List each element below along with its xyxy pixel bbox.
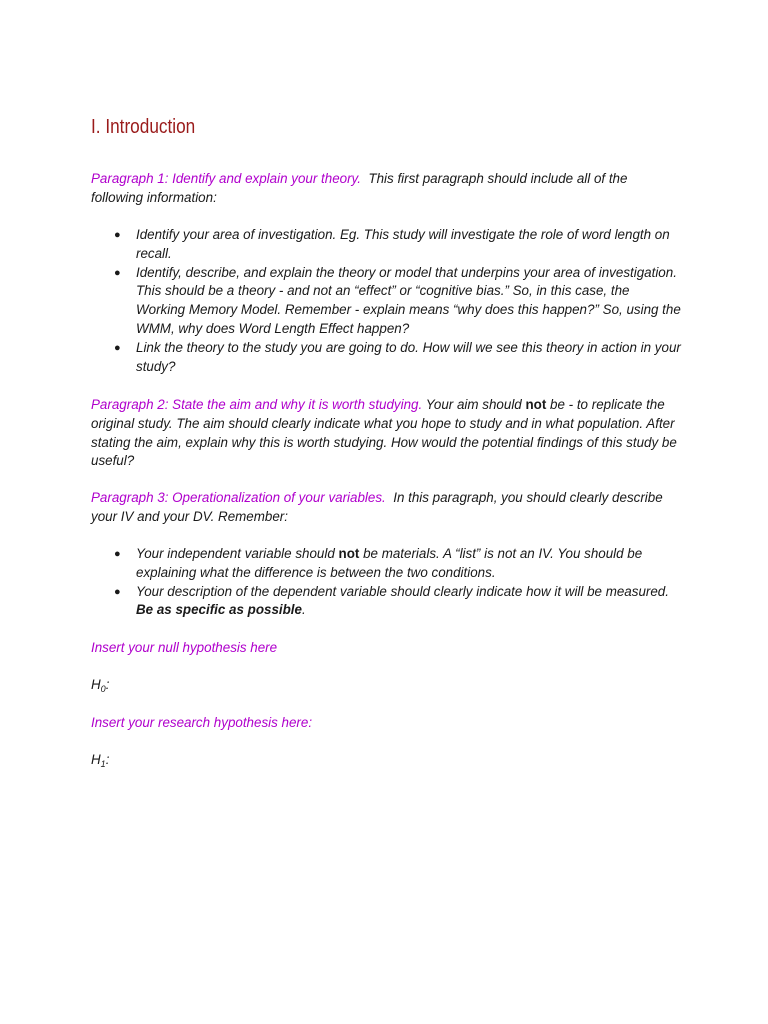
paragraph-1-prompt: Paragraph 1: Identify and explain your theory.: [91, 171, 361, 186]
list-item: ● Link the theory to the study you are going to do. How will we see this theory in action in your study?: [114, 339, 681, 374]
list-item: ● Your description of the dependent variable should clearly indicate how it will be measured. Be as specific as possible.: [114, 583, 669, 618]
list-item: ● Your independent variable should not be materials. A “list” is not an IV. You should be explaining what the difference is between the two conditions.: [114, 546, 643, 580]
paragraph-1: [91, 170, 681, 208]
paragraph-2: Paragraph 2: State the aim and why it is worth studying. Your aim should not be - to replicate the original study. The aim should clearly indicate what you hope to study and in what population. After stating the aim, explain why this is worth studying. How would the potential findings of this study be useful?: [91, 397, 677, 469]
bullet-icon: ●: [114, 548, 121, 560]
bullet-icon: ●: [114, 266, 121, 279]
paragraph-3: [91, 489, 681, 527]
variables-bullet-list: [114, 545, 681, 620]
list-item: ● Identify, describe, and explain the theory or model that underpins your area of investigation. This should be a theory - and not an “effect” or “cognitive bias.” So, in this case, the Working Memory Model. Remember - explain means “why does this happen?” So, using the WMM, why does Word Length Effect happen?: [114, 264, 681, 336]
bullet-icon: ●: [114, 585, 121, 598]
null-hypothesis-label: $H_0$:: [91, 677, 110, 694]
research-hypothesis-prompt: Insert your research hypothesis here:: [91, 715, 313, 730]
theory-bullet-list: [114, 226, 681, 376]
emphasis-specific: Be as specific as possible: [136, 602, 302, 618]
paragraph-2-prompt: Paragraph 2: State the aim and why it is worth studying.: [91, 397, 423, 412]
paragraph-3-prompt: Paragraph 3: Operationalization of your variables.: [91, 490, 386, 505]
list-item: ● Identify your area of investigation. Eg. This study will investigate the role of word length on recall.: [114, 227, 670, 261]
paragraph-1-text: This first paragraph should include all of the following information:: [91, 171, 628, 205]
emphasis-not: not: [525, 397, 547, 412]
paragraph-3-text: In this paragraph, you should clearly describe your IV and your DV. Remember:: [91, 490, 663, 524]
bullet-icon: ●: [114, 229, 121, 241]
bullet-icon: ●: [114, 341, 121, 354]
research-hypothesis-label: $H_1$:: [91, 752, 110, 769]
section-heading: I. Introduction: [91, 116, 196, 138]
null-hypothesis-prompt: Insert your null hypothesis here: [91, 640, 278, 655]
